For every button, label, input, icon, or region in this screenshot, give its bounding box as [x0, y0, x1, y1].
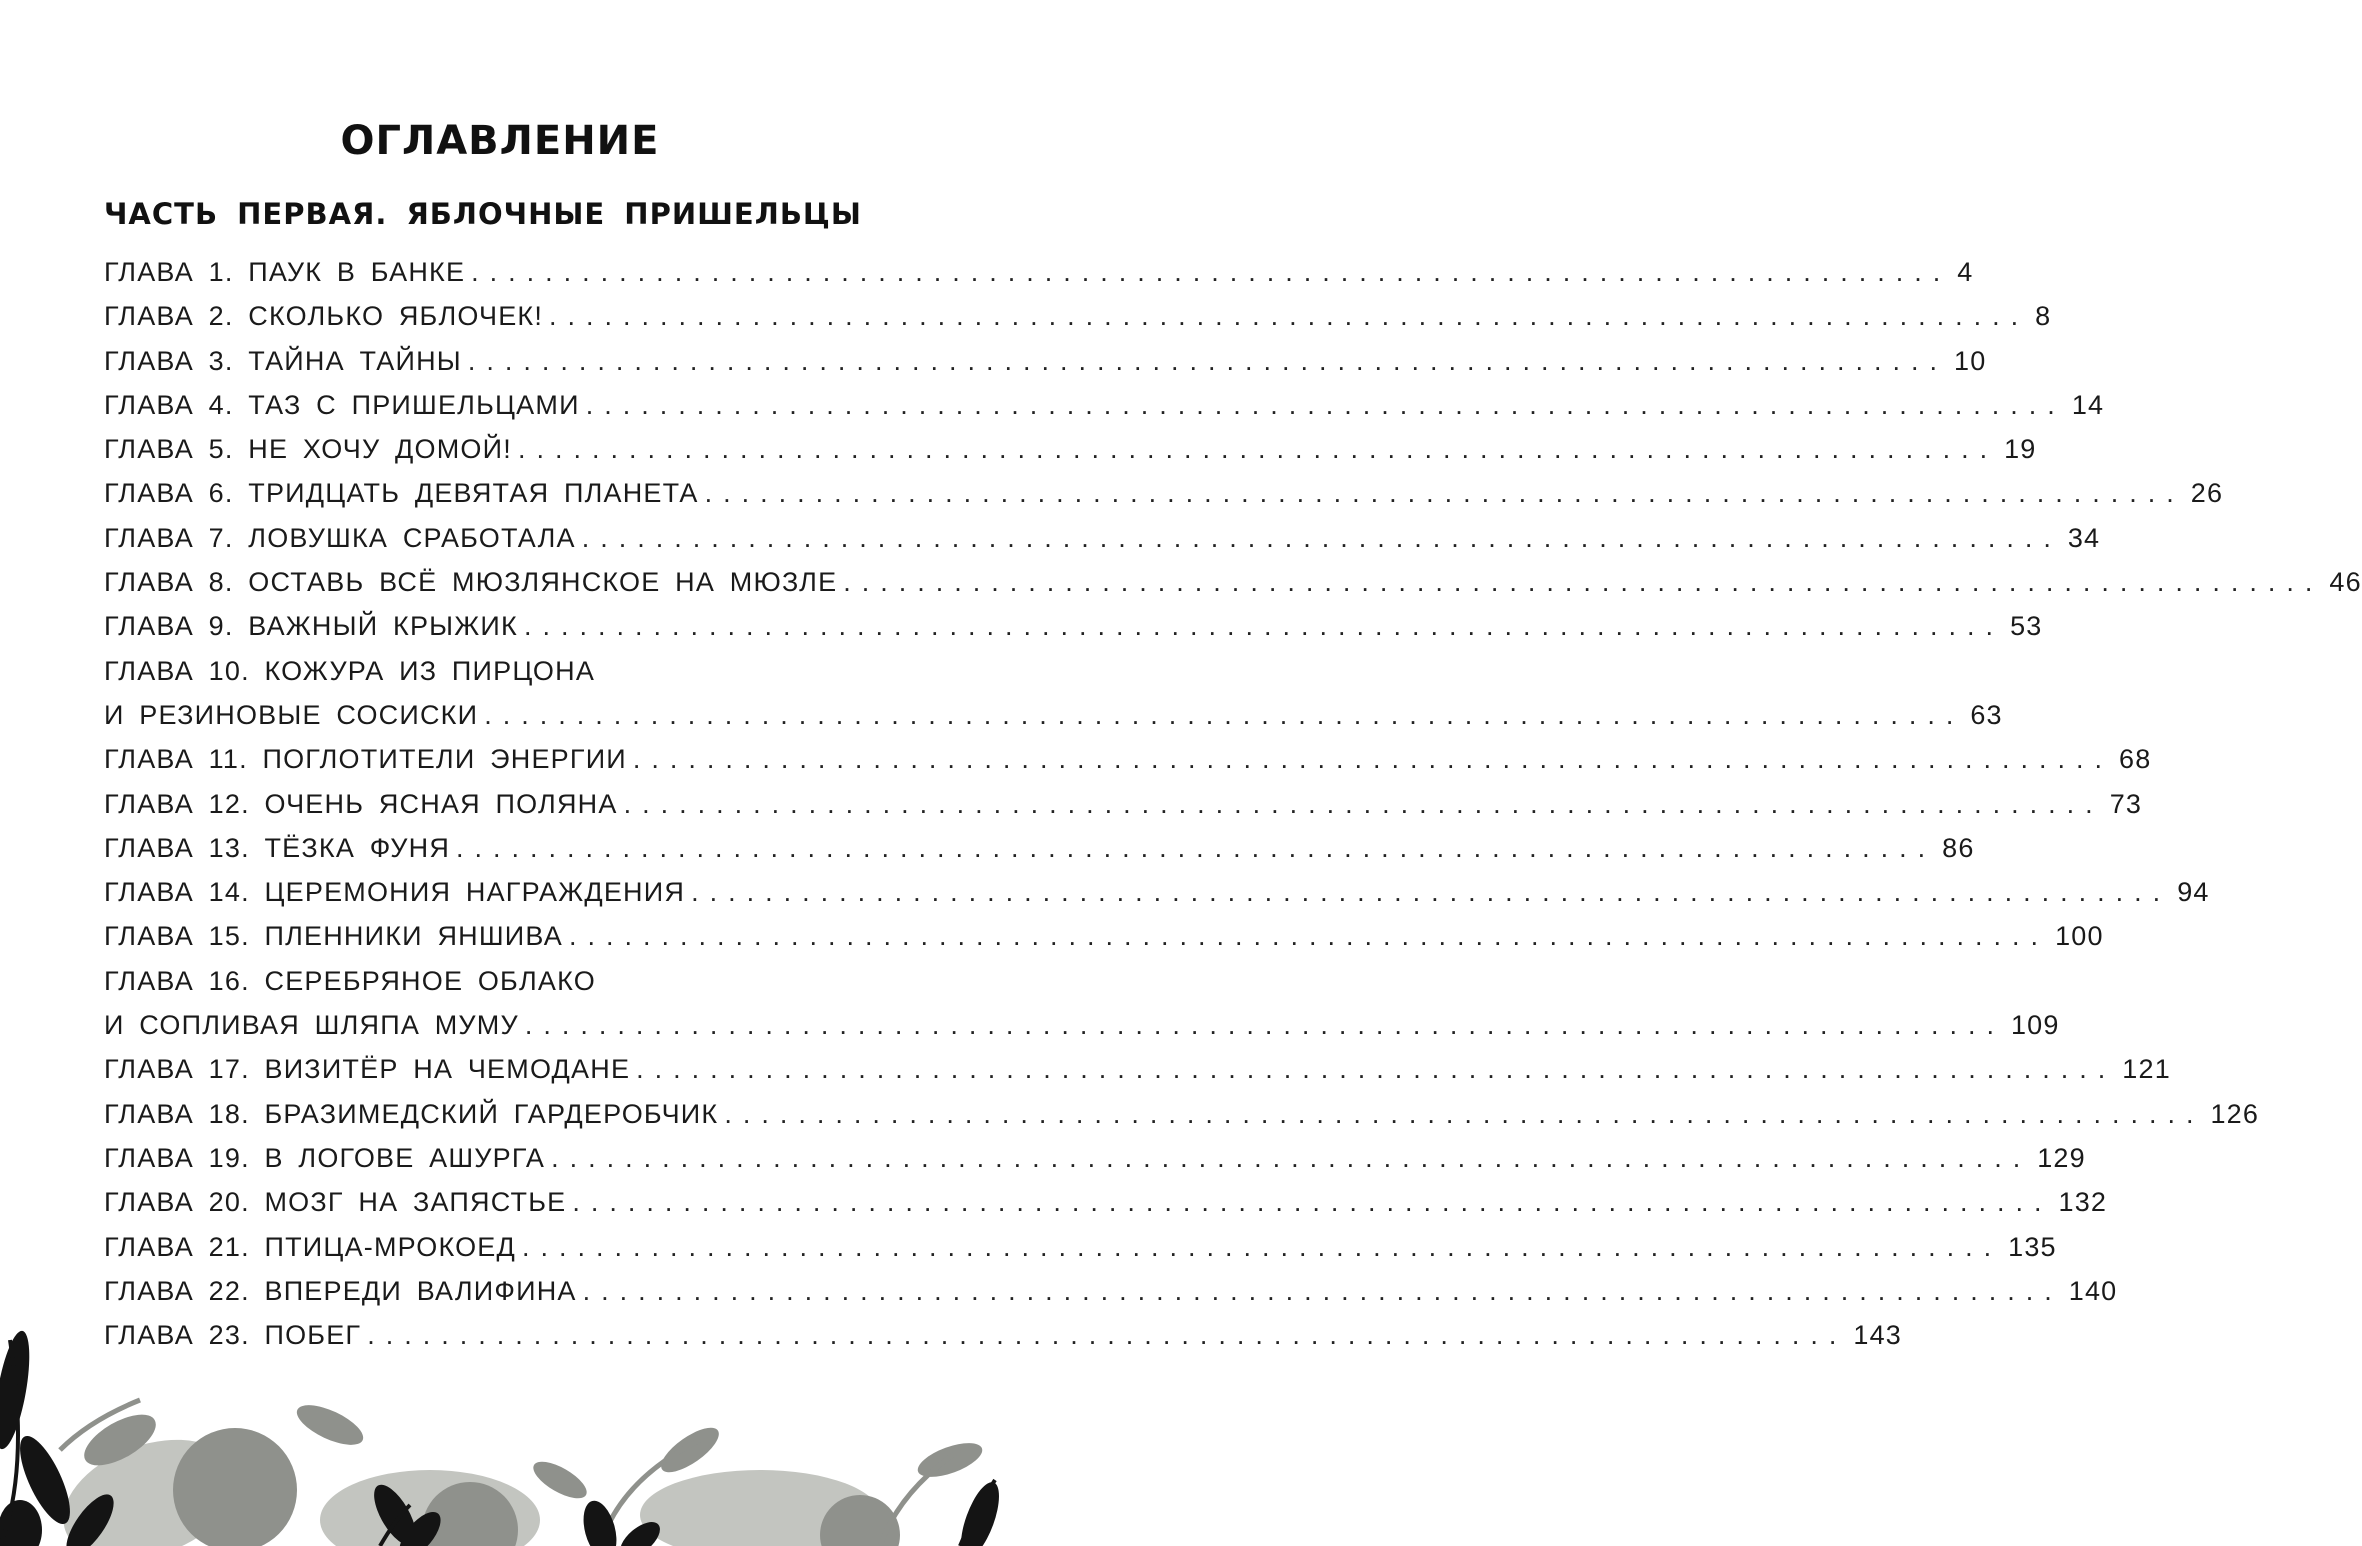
toc-entry	[104, 826, 1975, 870]
toc-page-number: 4	[1957, 257, 1974, 287]
toc-entry-title: ГЛАВА 6. ТРИДЦАТЬ ДЕВЯТАЯ ПЛАНЕТА	[104, 478, 699, 509]
dot-leader: ................................................................................	[581, 522, 2062, 553]
toc-entry-title: ГЛАВА 4. ТАЗ С ПРИШЕЛЬЦАМИ	[104, 389, 580, 420]
toc-entry	[104, 782, 2143, 826]
toc-page-number: 109	[2010, 1010, 2060, 1041]
toc-page-number: 100	[2055, 921, 2104, 952]
toc-entry-title: ГЛАВА 5. НЕ ХОЧУ ДОМОЙ!	[104, 434, 512, 465]
toc-page-number: 135	[2008, 1231, 2057, 1262]
toc-page-number: 19	[2004, 434, 2037, 465]
toc-entry	[104, 383, 2105, 427]
toc-entry-title: ГЛАВА 9. ВАЖНЫЙ КРЫЖИК	[104, 611, 518, 642]
toc-entry	[104, 1269, 2118, 1313]
toc-page-number: 46	[2329, 567, 2362, 598]
toc-entry-title: ГЛАВА 13. ТЁЗКА ФУНЯ	[104, 832, 451, 863]
toc-entry-title: И РЕЗИНОВЫЕ СОСИСКИ	[104, 699, 479, 730]
toc-entry	[104, 471, 2224, 515]
toc-page-number: 132	[2058, 1187, 2108, 1218]
toc-page-number: 129	[2037, 1142, 2086, 1173]
toc-entry	[104, 693, 2003, 737]
toc-page-number: 94	[2177, 877, 2210, 908]
dot-leader: ................................................................................	[572, 1187, 2053, 1218]
part-heading: ЧАСТЬ ПЕРВАЯ. ЯБЛОЧНЫЕ ПРИШЕЛЬЦЫ	[104, 197, 862, 231]
toc-page-number: 8	[2035, 301, 2052, 332]
dot-leader: ................................................................................	[523, 611, 2005, 642]
toc-page-number: 34	[2067, 522, 2101, 553]
table-of-contents	[104, 250, 2362, 1357]
toc-entry	[104, 1225, 2057, 1269]
toc-entry-title: ГЛАВА 2. СКОЛЬКО ЯБЛОЧЕК!	[104, 301, 544, 332]
toc-entry	[104, 516, 2101, 560]
toc-entry-title: ГЛАВА 11. ПОГЛОТИТЕЛИ ЭНЕРГИИ	[104, 744, 627, 775]
toc-page-number: 14	[2071, 389, 2105, 420]
toc-entry	[104, 339, 1987, 383]
toc-entry-title: И СОПЛИВАЯ ШЛЯПА МУМУ	[104, 1010, 519, 1041]
toc-entry	[104, 1180, 2108, 1224]
toc-page-number: 68	[2119, 744, 2152, 775]
toc-page-number: 53	[2010, 611, 2043, 642]
dot-leader: ................................................................................	[367, 1320, 1848, 1351]
toc-entry	[104, 294, 2052, 338]
dot-leader: ................................................................................	[704, 478, 2185, 509]
toc-entry	[104, 1047, 2171, 1091]
dot-leader: ................................................................................	[585, 389, 2066, 420]
toc-page-number: 126	[2210, 1098, 2260, 1129]
dot-leader: ................................................................................	[568, 921, 2050, 952]
toc-entry-title: ГЛАВА 3. ТАЙНА ТАЙНЫ	[104, 345, 462, 376]
dot-leader: ................................................................................	[517, 434, 1999, 465]
toc-entry	[104, 959, 932, 1003]
dot-leader: ................................................................................	[623, 788, 2104, 819]
toc-page-number: 121	[2122, 1054, 2171, 1085]
toc-entry-title: ГЛАВА 17. ВИЗИТЁР НА ЧЕМОДАНЕ	[104, 1054, 631, 1085]
toc-entry-title: ГЛАВА 8. ОСТАВЬ ВСЁ МЮЗЛЯНСКОЕ НА МЮЗЛЕ	[104, 567, 838, 598]
dot-leader: ................................................................................	[524, 1010, 2005, 1041]
toc-entry	[104, 649, 932, 693]
toc-entry-title: ГЛАВА 12. ОЧЕНЬ ЯСНАЯ ПОЛЯНА	[104, 788, 618, 819]
toc-entry-title: ГЛАВА 23. ПОБЕГ	[104, 1320, 362, 1351]
dot-leader: ................................................................................	[551, 1142, 2032, 1173]
toc-entry	[104, 1003, 2060, 1047]
toc-entry-title: ГЛАВА 15. ПЛЕННИКИ ЯНШИВА	[104, 921, 563, 952]
dot-leader: ................................................................................	[484, 699, 1965, 730]
leaf-decoration-illustration	[0, 1330, 1000, 1546]
toc-entry-title: ГЛАВА 22. ВПЕРЕДИ ВАЛИФИНА	[104, 1275, 577, 1306]
toc-page-number: 143	[1853, 1320, 1903, 1351]
dot-leader: ................................................................................	[636, 1054, 2117, 1085]
toc-entry	[104, 870, 2210, 914]
toc-page-number: 86	[1942, 832, 1975, 863]
dot-leader: ................................................................................	[456, 832, 1937, 863]
dot-leader: ................................................................................	[467, 345, 1949, 376]
dot-leader: ................................................................................	[843, 567, 2324, 598]
toc-entry	[104, 914, 2104, 958]
toc-entry	[104, 427, 2037, 471]
toc-page-number: 10	[1954, 345, 1987, 376]
toc-page-number: 140	[2068, 1275, 2118, 1306]
toc-entry-title: ГЛАВА 14. ЦЕРЕМОНИЯ НАГРАЖДЕНИЯ	[104, 877, 686, 908]
toc-entry-title: ГЛАВА 20. МОЗГ НА ЗАПЯСТЬЕ	[104, 1187, 567, 1218]
toc-page-number: 26	[2190, 478, 2224, 509]
toc-entry-title: ГЛАВА 7. ЛОВУШКА СРАБОТАЛА	[104, 522, 576, 553]
dot-leader: ................................................................................	[471, 257, 1952, 287]
toc-entry-title: ГЛАВА 21. ПТИЦА-МРОКОЕД	[104, 1231, 516, 1262]
toc-entry	[104, 737, 2152, 781]
toc-entry-title: ГЛАВА 1. ПАУК В БАНКЕ	[104, 257, 466, 287]
dot-leader: ................................................................................	[691, 877, 2172, 908]
toc-entry-title: ГЛАВА 16. СЕРЕБРЯНОЕ ОБЛАКО	[104, 965, 596, 996]
dot-leader: ................................................................................	[582, 1275, 2063, 1306]
page-title: ОГЛАВЛЕНИЕ	[340, 118, 660, 164]
toc-entry	[104, 560, 2362, 604]
toc-page-number: 73	[2109, 788, 2143, 819]
toc-entry	[104, 1136, 2086, 1180]
toc-entry-title: ГЛАВА 19. В ЛОГОВЕ АШУРГА	[104, 1142, 546, 1173]
toc-entry	[104, 604, 2043, 648]
toc-entry	[104, 1092, 2260, 1136]
dot-leader: ................................................................................	[724, 1098, 2205, 1129]
toc-entry	[104, 250, 1974, 294]
toc-page-number: 63	[1970, 699, 2003, 730]
toc-entry-title: ГЛАВА 10. КОЖУРА ИЗ ПИРЦОНА	[104, 655, 596, 686]
dot-leader: ................................................................................	[522, 1231, 2003, 1262]
dot-leader: ................................................................................	[632, 744, 2114, 775]
dot-leader: ................................................................................	[549, 301, 2030, 332]
toc-entry-title: ГЛАВА 18. БРАЗИМЕДСКИЙ ГАРДЕРОБЧИК	[104, 1098, 719, 1129]
